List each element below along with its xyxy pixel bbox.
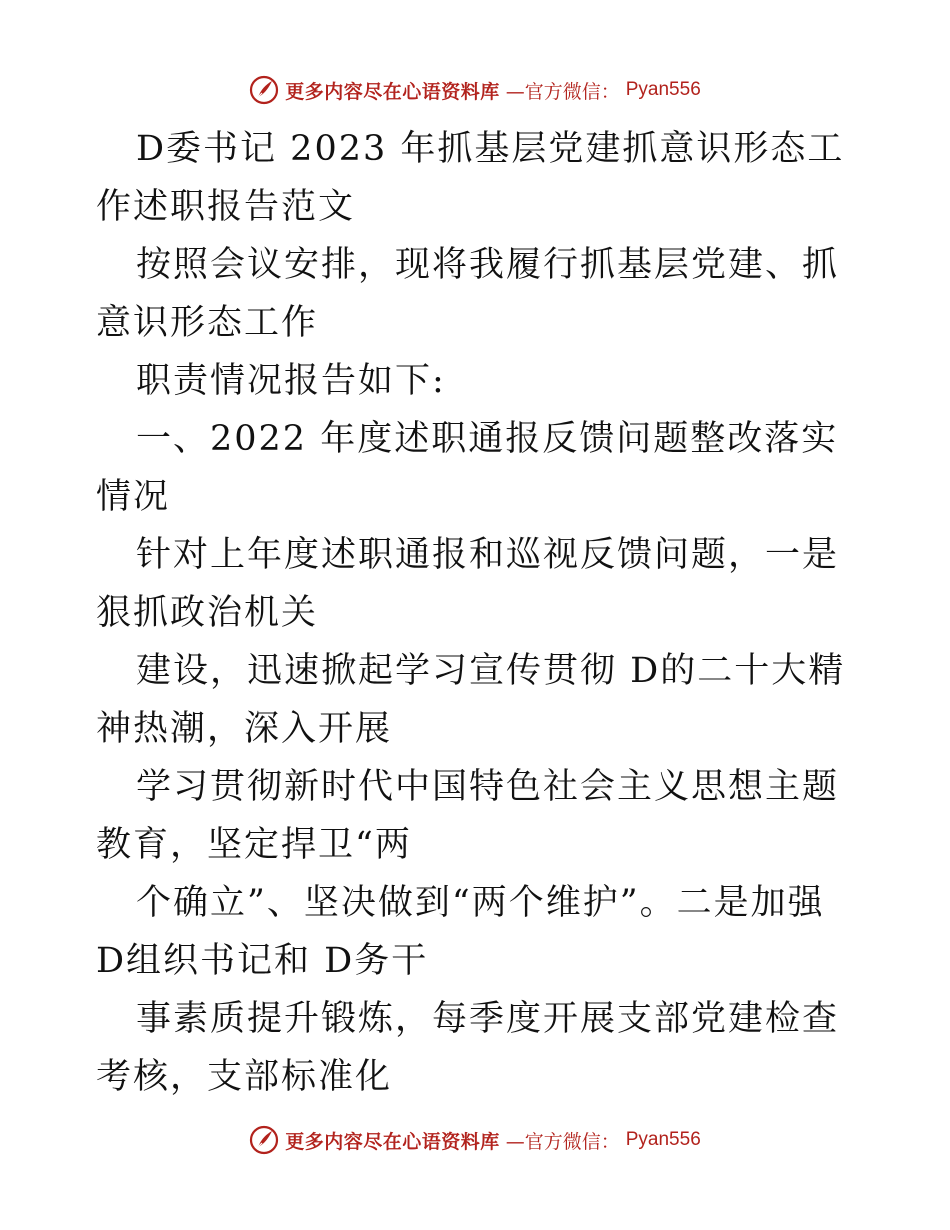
paragraph-1: 按照会议安排，现将我履行抓基层党建、抓意识形态工作: [96, 245, 840, 343]
document-title: D委书记 2023 年抓基层党建抓意识形态工作述职报告范文: [96, 129, 845, 227]
paragraph-4: 建设，迅速掀起学习宣传贯彻 D的二十大精神热潮，深入开展: [96, 651, 846, 749]
watermark-wechat-id: Pyan556: [625, 79, 701, 100]
paragraph-6: 个确立”、坚决做到“两个维护”。二是加强 D组织书记和 D务干: [96, 883, 825, 981]
quill-logo-icon: [249, 75, 279, 105]
paragraph-5: 学习贯彻新时代中国特色社会主义思想主题教育，坚定捍卫“两: [96, 767, 840, 865]
document-body: [96, 120, 856, 1106]
paragraph-7: 事素质提升锻炼，每季度开展支部党建检查考核，支部标准化: [96, 999, 840, 1097]
footer-watermark: [0, 1122, 950, 1158]
watermark-wechat-id: Pyan556: [625, 1129, 701, 1150]
watermark-site-text: 更多内容尽在心语资料库: [285, 1130, 500, 1153]
paragraph-2: 职责情况报告如下:: [136, 361, 446, 401]
watermark-wechat-label: —官方微信：: [505, 1130, 620, 1153]
header-watermark: [0, 72, 950, 108]
paragraph-3: 针对上年度述职通报和巡视反馈问题，一是狠抓政治机关: [96, 535, 840, 633]
quill-logo-icon: [249, 1125, 279, 1155]
section-heading-1: 一、2022 年度述职通报反馈问题整改落实情况: [96, 419, 839, 517]
watermark-site-text: 更多内容尽在心语资料库: [285, 80, 500, 103]
watermark-wechat-label: —官方微信：: [505, 80, 620, 103]
